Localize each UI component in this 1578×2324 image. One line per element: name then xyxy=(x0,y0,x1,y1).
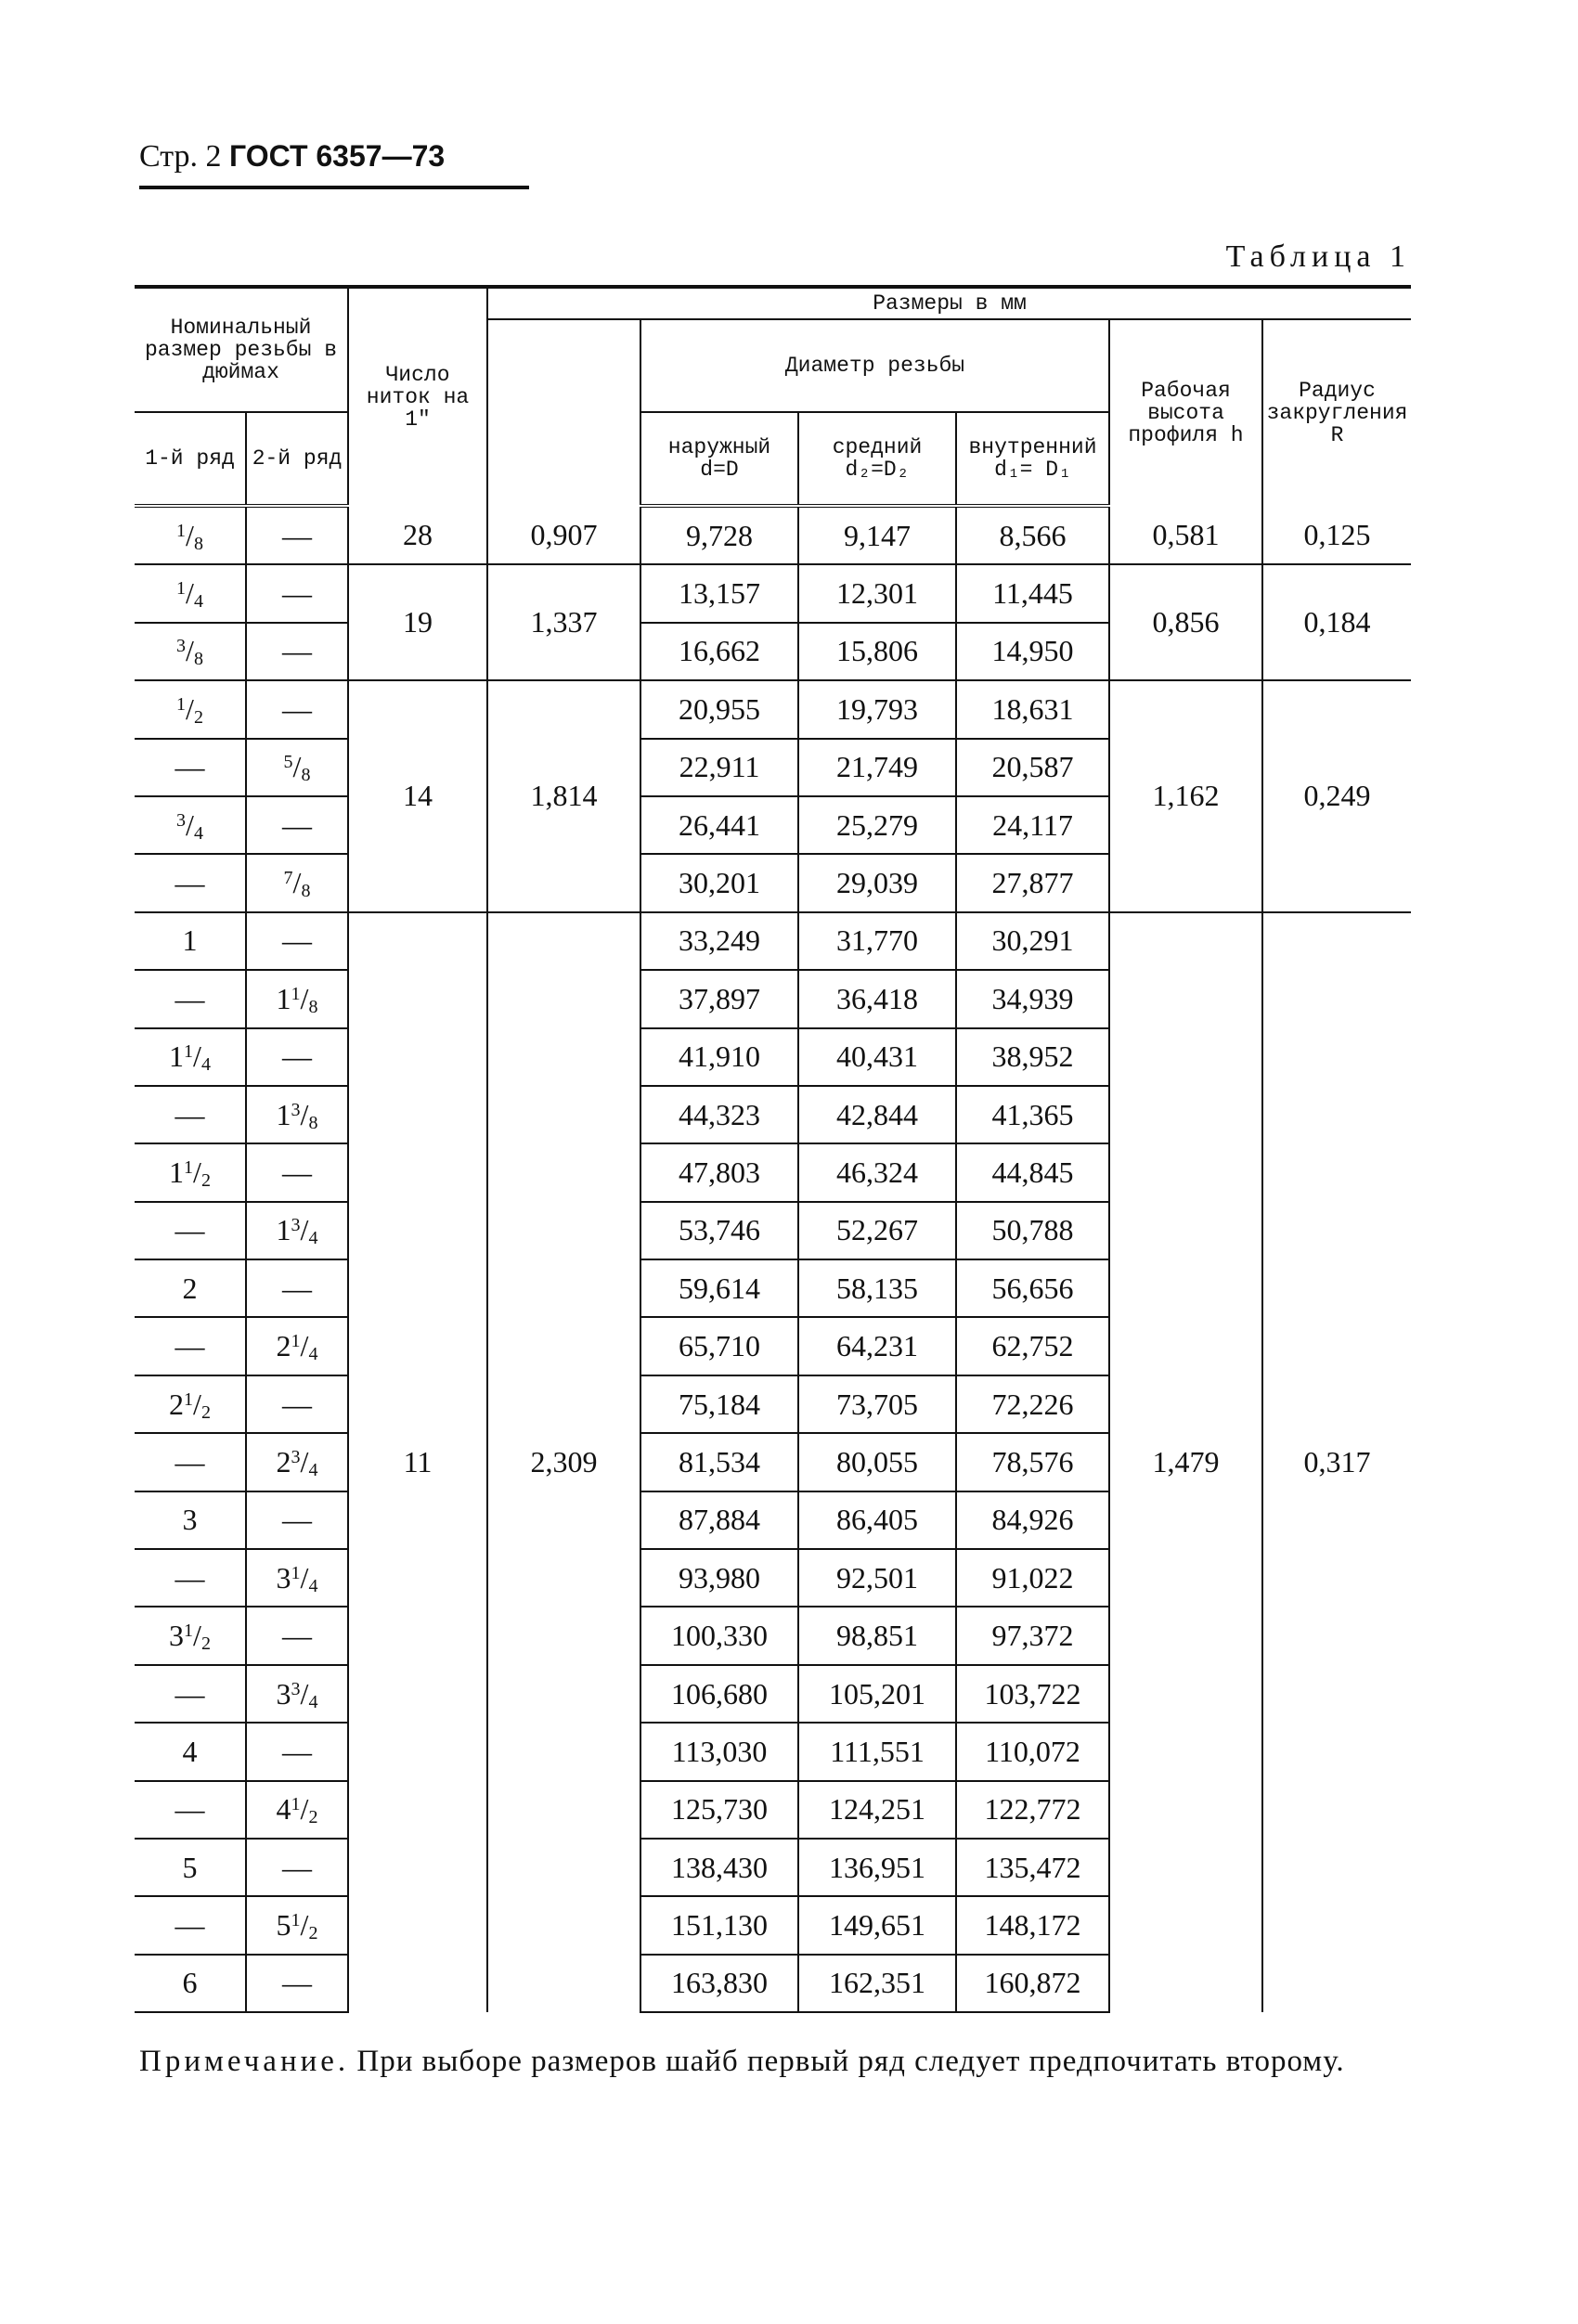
row1-size: — xyxy=(135,1896,246,1954)
row1-size: 1 xyxy=(135,912,246,970)
row2-size: — xyxy=(246,1143,348,1201)
note-lead: Примечание. xyxy=(139,2045,350,2078)
threads-per-inch: 14 xyxy=(348,680,487,912)
row1-size: — xyxy=(135,1317,246,1375)
inner-diameter: 62,752 xyxy=(956,1317,1109,1375)
inner-diameter: 148,172 xyxy=(956,1896,1109,1954)
pitch-value: 2,309 xyxy=(487,912,640,2012)
middle-diameter: 105,201 xyxy=(798,1665,956,1723)
row1-size: — xyxy=(135,1202,246,1259)
inner-diameter: 44,845 xyxy=(956,1143,1109,1201)
middle-diameter: 31,770 xyxy=(798,912,956,970)
inner-diameter: 20,587 xyxy=(956,739,1109,796)
middle-diameter: 19,793 xyxy=(798,680,956,738)
work-height-value: 0,581 xyxy=(1109,506,1262,564)
row2-size: — xyxy=(246,1607,348,1664)
row2-size: — xyxy=(246,796,348,854)
table-body xyxy=(135,506,1411,2012)
row2-header: 2-й ряд xyxy=(246,412,348,506)
row2-size: $^5/_8$ xyxy=(246,739,348,796)
work-height-value: 1,479 xyxy=(1109,912,1262,2012)
row1-size: — xyxy=(135,1086,246,1143)
table-note xyxy=(139,2040,1439,2083)
middle-diameter: 12,301 xyxy=(798,564,956,622)
row2-size: — xyxy=(246,1955,348,2012)
middle-diameter: 86,405 xyxy=(798,1491,956,1549)
middle-diameter: 15,806 xyxy=(798,623,956,680)
outer-diameter: 41,910 xyxy=(640,1028,798,1086)
middle-diameter: 9,147 xyxy=(798,506,956,564)
inner-diameter: 91,022 xyxy=(956,1549,1109,1607)
middle-diameter: 73,705 xyxy=(798,1375,956,1433)
outer-diameter: 113,030 xyxy=(640,1723,798,1780)
inner-diameter: 122,772 xyxy=(956,1781,1109,1839)
table-row xyxy=(135,912,1411,970)
inner-diameter: 27,877 xyxy=(956,854,1109,911)
inner-diameter: 8,566 xyxy=(956,506,1109,564)
inner-diameter: 97,372 xyxy=(956,1607,1109,1664)
threads-per-inch: 28 xyxy=(348,506,487,564)
outer-diameter: 44,323 xyxy=(640,1086,798,1143)
row1-size: $2^1/_2$ xyxy=(135,1375,246,1433)
radius-header: Радиус закругления R xyxy=(1262,319,1411,506)
row2-size: $1^3/_8$ xyxy=(246,1086,348,1143)
inner-diameter: 14,950 xyxy=(956,623,1109,680)
middle-diameter: 42,844 xyxy=(798,1086,956,1143)
row2-size: — xyxy=(246,506,348,564)
row1-size: — xyxy=(135,854,246,911)
row2-size: $4^1/_2$ xyxy=(246,1781,348,1839)
table-row xyxy=(135,680,1411,738)
sizes-mm-header: Размеры в мм xyxy=(487,289,1411,319)
middle-diameter: 58,135 xyxy=(798,1259,956,1317)
row1-size: 5 xyxy=(135,1839,246,1896)
pitch-value: 1,337 xyxy=(487,564,640,680)
row2-size: $^7/_8$ xyxy=(246,854,348,911)
row2-size: $1^1/_8$ xyxy=(246,970,348,1027)
thread-dimensions-table xyxy=(135,289,1411,2013)
row1-size: $1^1/_4$ xyxy=(135,1028,246,1086)
inner-diameter: 103,722 xyxy=(956,1665,1109,1723)
inner-diameter: 78,576 xyxy=(956,1433,1109,1491)
row1-size: — xyxy=(135,1549,246,1607)
outer-diameter: 87,884 xyxy=(640,1491,798,1549)
inner-diameter: 160,872 xyxy=(956,1955,1109,2012)
work-height-header: Рабочая высота профиля h xyxy=(1109,319,1262,506)
row2-size: $5^1/_2$ xyxy=(246,1896,348,1954)
page-header xyxy=(139,139,445,174)
work-height-value: 0,856 xyxy=(1109,564,1262,680)
row1-size: $^3/_4$ xyxy=(135,796,246,854)
middle-diameter-header: средний d₂=D₂ xyxy=(798,412,956,506)
middle-diameter: 64,231 xyxy=(798,1317,956,1375)
row2-size: — xyxy=(246,623,348,680)
middle-diameter: 46,324 xyxy=(798,1143,956,1201)
threads-per-inch-header: Число ниток на 1″ xyxy=(348,289,487,506)
row2-size: — xyxy=(246,1723,348,1780)
table-row xyxy=(135,506,1411,564)
outer-diameter: 65,710 xyxy=(640,1317,798,1375)
row2-size: $2^1/_4$ xyxy=(246,1317,348,1375)
middle-diameter: 80,055 xyxy=(798,1433,956,1491)
outer-diameter: 125,730 xyxy=(640,1781,798,1839)
outer-diameter: 47,803 xyxy=(640,1143,798,1201)
row2-size: — xyxy=(246,1375,348,1433)
outer-diameter: 33,249 xyxy=(640,912,798,970)
row1-size: $^1/_2$ xyxy=(135,680,246,738)
pitch-value: 1,814 xyxy=(487,680,640,912)
middle-diameter: 98,851 xyxy=(798,1607,956,1664)
table-row xyxy=(135,564,1411,622)
outer-diameter: 9,728 xyxy=(640,506,798,564)
outer-diameter: 163,830 xyxy=(640,1955,798,2012)
row1-size: 2 xyxy=(135,1259,246,1317)
row1-size: 4 xyxy=(135,1723,246,1780)
outer-diameter: 22,911 xyxy=(640,739,798,796)
row1-size: $^3/_8$ xyxy=(135,623,246,680)
outer-diameter: 26,441 xyxy=(640,796,798,854)
row1-size: — xyxy=(135,1665,246,1723)
inner-diameter: 72,226 xyxy=(956,1375,1109,1433)
work-height-value: 1,162 xyxy=(1109,680,1262,912)
outer-diameter: 37,897 xyxy=(640,970,798,1027)
row1-size: — xyxy=(135,739,246,796)
row1-size: — xyxy=(135,1433,246,1491)
outer-diameter: 30,201 xyxy=(640,854,798,911)
row2-size: $1^3/_4$ xyxy=(246,1202,348,1259)
inner-diameter: 18,631 xyxy=(956,680,1109,738)
inner-diameter: 24,117 xyxy=(956,796,1109,854)
outer-diameter: 100,330 xyxy=(640,1607,798,1664)
row2-size: — xyxy=(246,1028,348,1086)
radius-value: 0,249 xyxy=(1262,680,1411,912)
row2-size: $2^3/_4$ xyxy=(246,1433,348,1491)
outer-diameter: 81,534 xyxy=(640,1433,798,1491)
pitch-value: 0,907 xyxy=(487,506,640,564)
standard-code: ГОСТ 6357—73 xyxy=(229,139,446,173)
row2-size: $3^1/_4$ xyxy=(246,1549,348,1607)
outer-diameter: 13,157 xyxy=(640,564,798,622)
middle-diameter: 36,418 xyxy=(798,970,956,1027)
row1-size: $3^1/_2$ xyxy=(135,1607,246,1664)
middle-diameter: 21,749 xyxy=(798,739,956,796)
inner-diameter: 50,788 xyxy=(956,1202,1109,1259)
inner-diameter: 56,656 xyxy=(956,1259,1109,1317)
middle-diameter: 92,501 xyxy=(798,1549,956,1607)
inner-diameter: 38,952 xyxy=(956,1028,1109,1086)
pitch-header xyxy=(487,319,640,506)
thread-diameter-header: Диаметр резьбы xyxy=(640,319,1109,412)
middle-diameter: 52,267 xyxy=(798,1202,956,1259)
middle-diameter: 111,551 xyxy=(798,1723,956,1780)
radius-value: 0,317 xyxy=(1262,912,1411,2012)
inner-diameter: 11,445 xyxy=(956,564,1109,622)
note-text: При выборе размеров шайб первый ряд следует предпочитать второму. xyxy=(356,2045,1345,2078)
row1-size: 6 xyxy=(135,1955,246,2012)
row2-size: — xyxy=(246,912,348,970)
threads-per-inch: 11 xyxy=(348,912,487,2012)
row2-size: — xyxy=(246,564,348,622)
threads-per-inch: 19 xyxy=(348,564,487,680)
middle-diameter: 29,039 xyxy=(798,854,956,911)
inner-diameter: 30,291 xyxy=(956,912,1109,970)
outer-diameter: 93,980 xyxy=(640,1549,798,1607)
row1-size: $^1/_8$ xyxy=(135,506,246,564)
inner-diameter: 135,472 xyxy=(956,1839,1109,1896)
inner-diameter: 84,926 xyxy=(956,1491,1109,1549)
row1-size: 3 xyxy=(135,1491,246,1549)
nominal-size-header: Номинальный размер резьбы в дюймах xyxy=(135,289,348,412)
outer-diameter: 106,680 xyxy=(640,1665,798,1723)
outer-diameter: 59,614 xyxy=(640,1259,798,1317)
row2-size: — xyxy=(246,1839,348,1896)
inner-diameter-header: внутренний d₁= D₁ xyxy=(956,412,1109,506)
row2-size: — xyxy=(246,1491,348,1549)
page-number: Стр. 2 xyxy=(139,139,222,174)
middle-diameter: 124,251 xyxy=(798,1781,956,1839)
radius-value: 0,125 xyxy=(1262,506,1411,564)
inner-diameter: 110,072 xyxy=(956,1723,1109,1780)
inner-diameter: 34,939 xyxy=(956,970,1109,1027)
middle-diameter: 40,431 xyxy=(798,1028,956,1086)
row2-size: — xyxy=(246,680,348,738)
outer-diameter: 53,746 xyxy=(640,1202,798,1259)
outer-diameter: 151,130 xyxy=(640,1896,798,1954)
outer-diameter: 20,955 xyxy=(640,680,798,738)
row1-header: 1-й ряд xyxy=(135,412,246,506)
outer-diameter: 75,184 xyxy=(640,1375,798,1433)
header-rule xyxy=(139,186,529,189)
outer-diameter: 138,430 xyxy=(640,1839,798,1896)
row1-size: — xyxy=(135,970,246,1027)
row1-size: $1^1/_2$ xyxy=(135,1143,246,1201)
row1-size: $^1/_4$ xyxy=(135,564,246,622)
radius-value: 0,184 xyxy=(1262,564,1411,680)
middle-diameter: 136,951 xyxy=(798,1839,956,1896)
row1-size: — xyxy=(135,1781,246,1839)
row2-size: — xyxy=(246,1259,348,1317)
middle-diameter: 25,279 xyxy=(798,796,956,854)
outer-diameter: 16,662 xyxy=(640,623,798,680)
outer-diameter-header: наружный d=D xyxy=(640,412,798,506)
row2-size: $3^3/_4$ xyxy=(246,1665,348,1723)
table-label: Таблица 1 xyxy=(1225,239,1411,274)
inner-diameter: 41,365 xyxy=(956,1086,1109,1143)
middle-diameter: 162,351 xyxy=(798,1955,956,2012)
middle-diameter: 149,651 xyxy=(798,1896,956,1954)
